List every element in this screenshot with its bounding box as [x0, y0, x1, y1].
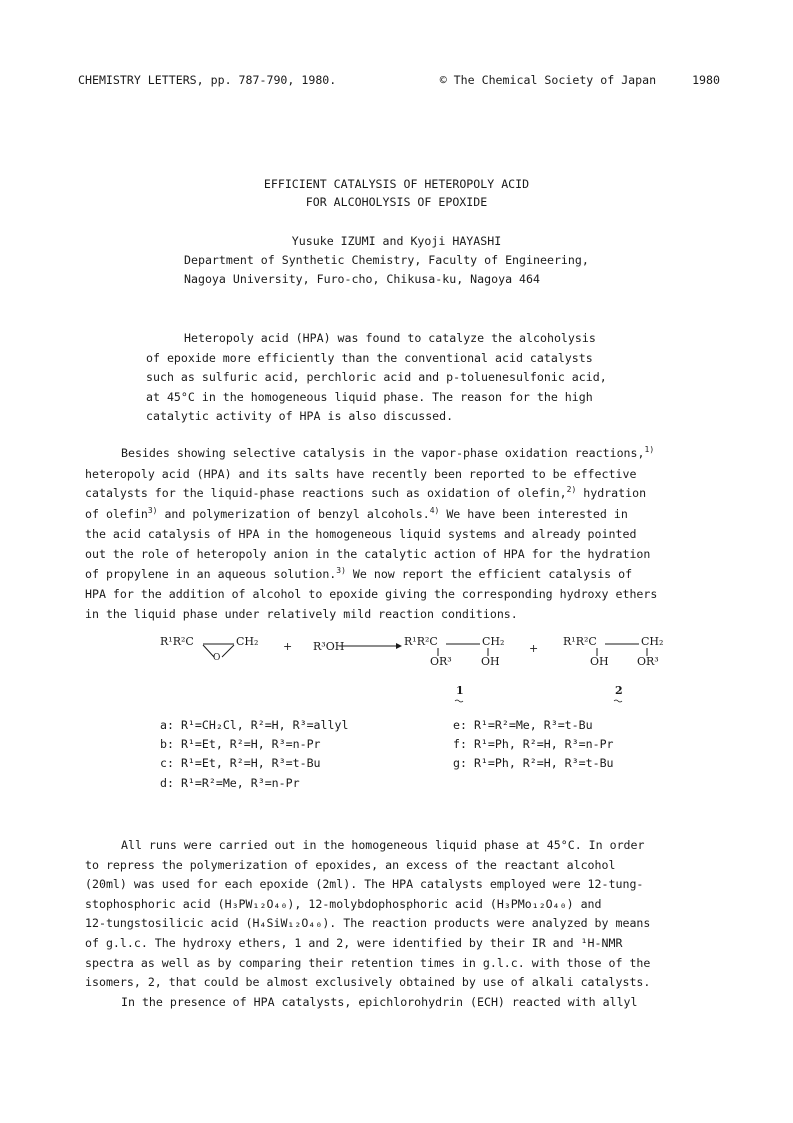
reactant-ch2: CH₂ — [236, 635, 259, 648]
paper-title-line-2: FOR ALCOHOLYSIS OF EPOXIDE — [305, 195, 488, 209]
reaction-arrow-head — [396, 643, 402, 649]
reference-marker: 3) — [336, 565, 346, 575]
body-line: stophosphoric acid (H₃PW₁₂O₄₀), 12-molybdophosphoric acid (H₃PMo₁₂O₄₀) and — [85, 896, 602, 911]
substituent-legend-right — [453, 716, 614, 774]
epoxide-bond — [222, 645, 234, 657]
substituent-legend-left — [160, 716, 348, 793]
body-line: catalysts for the liquid-phase reactions such as oxidation of olefin,$^{2)}$ hydration — [85, 485, 647, 501]
body-line: 12-tungstosilicic acid (H₄SiW₁₂O₄₀). The reaction products were analyzed by means — [85, 916, 651, 931]
legend-entry: f: R¹=Ph, R²=H, R³=n-Pr — [453, 737, 614, 752]
product-2-hydroxyl: OH — [590, 655, 609, 668]
body-line: to repress the polymerization of epoxides, an excess of the reactant alcohol — [85, 857, 616, 872]
product-1-hydroxyl: OH — [481, 655, 500, 668]
body-paragraph-1 — [85, 444, 657, 624]
body-line: the acid catalysis of HPA in the homogeneous liquid systems and already pointed — [85, 527, 637, 542]
reaction-scheme — [0, 628, 793, 708]
body-paragraph-2 — [85, 836, 650, 1012]
abstract-line: such as sulfuric acid, perchloric acid and p-toluenesulfonic acid, — [146, 370, 607, 385]
abstract-line: at 45°C in the homogeneous liquid phase. The reason for the high — [146, 389, 593, 404]
product-2-carbon: R¹R²C — [563, 635, 597, 648]
running-header — [78, 73, 720, 87]
affiliation-line-1: Department of Synthetic Chemistry, Faculty of Engineering, — [184, 253, 589, 267]
label-tilde — [455, 700, 463, 702]
reactant-carbon: R¹R²C — [160, 635, 194, 648]
body-line: isomers, 2, that could be almost exclusively obtained by use of alkali catalysts. — [85, 975, 651, 990]
abstract-line: Heteropoly acid (HPA) was found to catalyze the alcoholysis — [184, 331, 596, 345]
reference-marker: 2) — [566, 485, 577, 495]
copyright-notice: © The Chemical Society of Japan — [439, 73, 657, 87]
reference-marker: 1) — [644, 445, 655, 454]
journal-citation: CHEMISTRY LETTERS, pp. 787-790, 1980. — [78, 73, 337, 87]
product-label-1: 1 — [456, 684, 464, 697]
label-tilde — [614, 700, 622, 702]
header-right — [440, 73, 720, 87]
body-line: In the presence of HPA catalysts, epichlorohydrin (ECH) reacted with allyl — [121, 994, 638, 1009]
header-year: 1980 — [692, 73, 720, 87]
plus-sign: + — [529, 642, 539, 655]
body-line: Besides showing selective catalysis in the vapor-phase oxidation reactions,$^{1)}$ — [121, 445, 655, 460]
author-names: Yusuke IZUMI and Kyoji HAYASHI — [291, 234, 502, 248]
body-line: in the liquid phase under relatively mild reaction conditions. — [85, 606, 518, 621]
affiliation-line-2: Nagoya University, Furo-cho, Chikusa-ku, Nagoya 464 — [184, 272, 540, 286]
legend-entry: d: R¹=R²=Me, R³=n-Pr — [160, 775, 300, 790]
reference-marker: 3) — [147, 505, 158, 515]
abstract — [146, 329, 607, 427]
body-line: of propylene in an aqueous solution.$^{3)}$ We now report the efficient catalysis of — [85, 565, 633, 581]
product-1-ch2: CH₂ — [482, 635, 505, 648]
product-2-ether: OR³ — [637, 655, 659, 668]
legend-entry: b: R¹=Et, R²=H, R³=n-Pr — [160, 737, 321, 752]
product-1-ether: OR³ — [430, 655, 452, 668]
product-2-ch2: CH₂ — [641, 635, 664, 648]
paper-title-line-1: EFFICIENT CATALYSIS OF HETEROPOLY ACID — [263, 177, 530, 191]
legend-entry: e: R¹=R²=Me, R³=t-Bu — [453, 718, 593, 732]
body-line: HPA for the addition of alcohol to epoxide giving the corresponding hydroxy ethers — [85, 587, 658, 602]
epoxide-oxygen: O — [213, 653, 221, 663]
product-1-carbon: R¹R²C — [404, 635, 438, 648]
body-line: All runs were carried out in the homogeneous liquid phase at 45°C. In order — [121, 838, 645, 852]
abstract-line: of epoxide more efficiently than the conventional acid catalysts — [146, 350, 593, 365]
body-line: spectra as well as by comparing their retention times in g.l.c. with those of the — [85, 955, 651, 970]
body-line: (20ml) was used for each epoxide (2ml). The HPA catalysts employed were 12-tung- — [85, 877, 644, 892]
body-line: of g.l.c. The hydroxy ethers, 1 and 2, were identified by their IR and ¹H-NMR — [85, 935, 623, 950]
legend-entry: g: R¹=Ph, R²=H, R³=t-Bu — [453, 756, 614, 771]
abstract-line: catalytic activity of HPA is also discussed. — [146, 409, 454, 424]
legend-entry: c: R¹=Et, R²=H, R³=t-Bu — [160, 756, 321, 771]
body-line: out the role of heteropoly anion in the catalytic action of HPA for the hydration — [85, 546, 651, 561]
alcohol: R³OH — [313, 640, 345, 653]
scheme-graphic — [0, 628, 793, 708]
product-label-2: 2 — [615, 684, 623, 697]
reference-marker: 4) — [429, 505, 440, 515]
body-line: heteropoly acid (HPA) and its salts have recently been reported to be effective — [85, 466, 637, 481]
body-line: of olefin$^{3)}$ and polymerization of benzyl alcohols.$^{4)}$ We have been interested in — [85, 505, 628, 521]
plus-sign: + — [283, 640, 293, 653]
legend-entry: a: R¹=CH₂Cl, R²=H, R³=allyl — [160, 718, 349, 732]
